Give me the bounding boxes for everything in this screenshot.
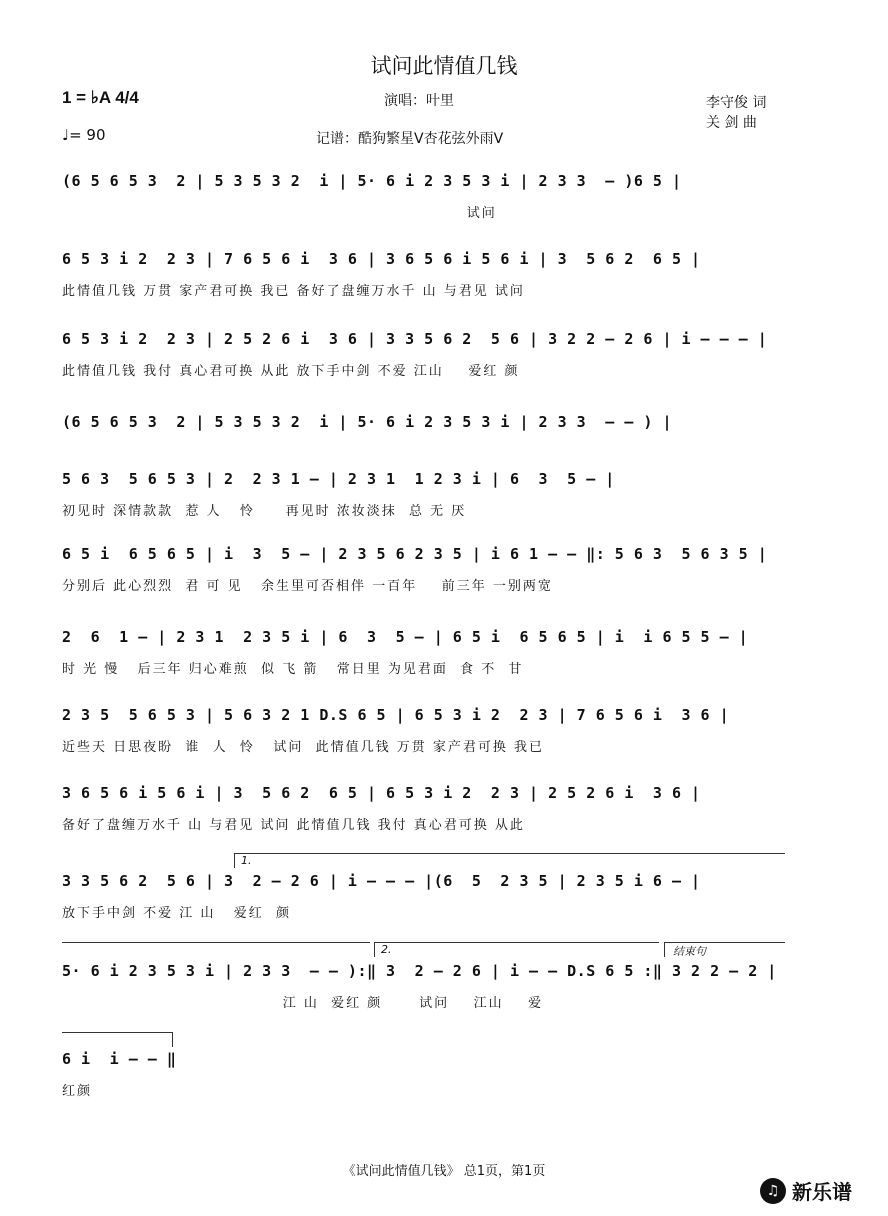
second-ending-bracket [374,942,659,957]
lyric-line: 试问 [62,206,497,221]
lyric-line: 此情值几钱 我付 真心君可换 从此 放下手中剑 不爱 江山 爱红 颜 [62,364,520,379]
first-ending-label: 1. [241,854,252,867]
lyric-line: 初见时 深情款款 惹 人 怜 再见时 浓妆淡抹 总 无 厌 [62,504,467,519]
lyric-line: 分别后 此心烈烈 君 可 见 余生里可否相伴 一百年 前三年 一别两宽 [62,579,553,594]
first-ending-bracket [234,853,785,868]
music-note-icon: ♫ [760,1178,786,1204]
page-title: 试问此情值几钱 [370,54,518,78]
notation-line: 6 5 i 6 5 6 5 | i 3 5 – | 2 3 5 6 2 3 5 | i 6 1 – – ‖: 5 6 3 5 6 3 5 | [62,545,768,563]
notation-line: 2 6 1 – | 2 3 1 2 3 5 i | 6 3 5 – | 6 5 i 6 5 6 5 | i i 6 5 5 – | [62,628,749,646]
lyric-line: 江 山 爱红 颜 试问 江山 爱 [62,996,544,1011]
singer-credit: 演唱：叶里 [384,93,454,109]
lyric-line: 时 光 慢 后三年 归心难煎 似 飞 箭 常日里 为见君面 食 不 甘 [62,662,524,677]
notation-line: 3 3 5 6 2 5 6 | 3 2 – 2 6 | i – – – |(6 5 2 3 5 | 2 3 5 i 6 – | [62,872,701,890]
ending-phrase-bracket [664,942,785,957]
lyric-line: 此情值几钱 万贯 家产君可换 我已 备好了盘缠万水千 山 与君见 试问 [62,284,525,299]
ending-phrase-continuation [62,1032,173,1047]
page-footer: 《试问此情值几钱》 总1页，第1页 [342,1164,546,1179]
notation-line: 6 5 3 i 2 2 3 | 7 6 5 6 i 3 6 | 3 6 5 6 i 5 6 i | 3 5 6 2 6 5 | [62,250,701,268]
logo-text: 新乐谱 [792,1180,852,1204]
key-signature: 1 = ♭A 4/4 [62,88,139,107]
notation-line: 6 5 3 i 2 2 3 | 2 5 2 6 i 3 6 | 3 3 5 6 2 5 6 | 3 2 2 – 2 6 | i – – – | [62,330,768,348]
notation-line: 5 6 3 5 6 5 3 | 2 2 3 1 – | 2 3 1 1 2 3 i | 6 3 5 – | [62,470,615,488]
notation-line: 3 6 5 6 i 5 6 i | 3 5 6 2 6 5 | 6 5 3 i 2 2 3 | 2 5 2 6 i 3 6 | [62,784,701,802]
lyric-line: 放下手中剑 不爱 江 山 爱红 颜 [62,906,292,921]
lyric-line: 备好了盘缠万水千 山 与君见 试问 此情值几钱 我付 真心君可换 从此 [62,818,525,833]
lyricist-credit: 李守俊 词 [706,95,767,111]
site-logo [760,1176,852,1205]
notation-line: (6 5 6 5 3 2 | 5 3 5 3 2 i | 5· 6 i 2 3 5 3 i | 2 3 3 – – ) | [62,413,672,431]
notation-line: 2 3 5 5 6 5 3 | 5 6 3 2 1 D.S 6 5 | 6 5 3 i 2 2 3 | 7 6 5 6 i 3 6 | [62,706,730,724]
composer-credit: 关 剑 曲 [706,115,757,131]
first-ending-continuation [62,942,370,957]
transcriber-credit: 记谱：酷狗繁星V杏花弦外雨V [316,131,504,147]
notation-line: 6 i i – – ‖ [62,1050,177,1068]
second-ending-label: 2. [381,943,392,956]
notation-line: (6 5 6 5 3 2 | 5 3 5 3 2 i | 5· 6 i 2 3 5 3 i | 2 3 3 – )6 5 | [62,172,682,190]
notation-line: 5· 6 i 2 3 5 3 i | 2 3 3 – – ):‖ 3 2 – 2 6 | i – – D.S 6 5 :‖ 3 2 2 – 2 | [62,962,777,980]
tempo-marking: ♩= 90 [62,126,106,144]
lyric-line: 红颜 [62,1084,93,1099]
lyric-line: 近些天 日思夜盼 谁 人 怜 试问 此情值几钱 万贯 家产君可换 我已 [62,740,544,755]
ending-phrase-label: 结束句 [673,945,706,958]
